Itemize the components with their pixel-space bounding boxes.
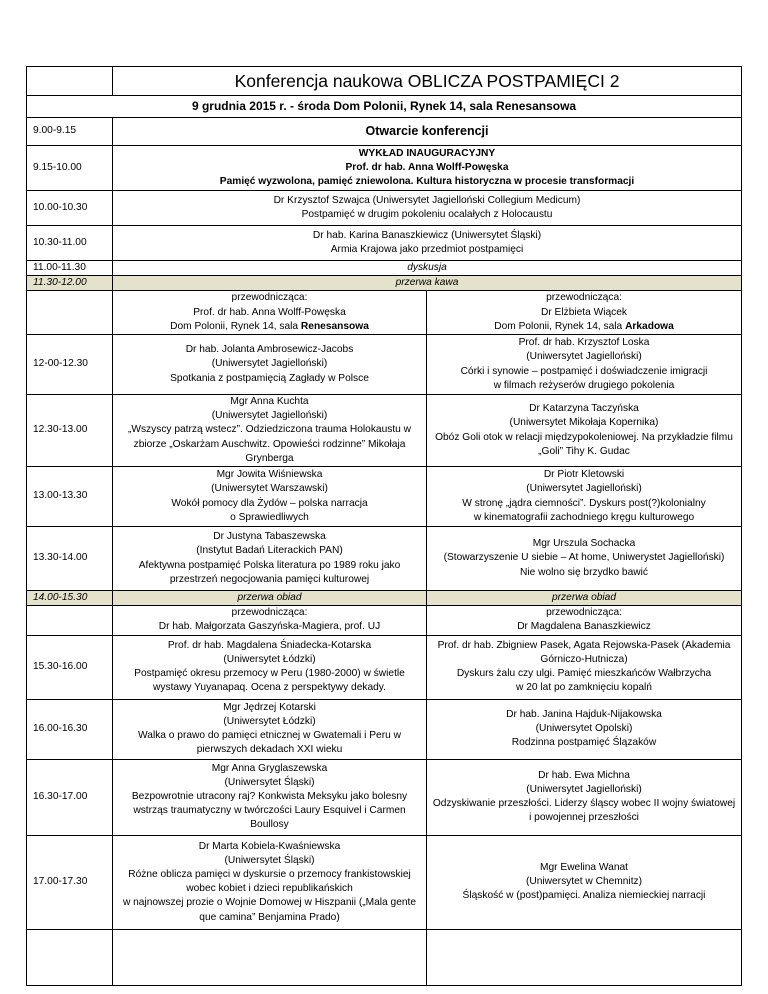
talk-line: Dr Krzysztof Szwajca (Uniwersytet Jagielloński Collegium Medicum) [273, 194, 581, 206]
time-cell: 13.30-14.00 [27, 527, 113, 591]
chair-right [427, 606, 742, 635]
talk-line: Mgr Jędrzej Kotarski [223, 701, 316, 713]
time-cell: 11.00-11.30 [27, 261, 113, 276]
plenary-talk [113, 191, 742, 226]
talk-line: Prof. dr hab. Magdalena Śniadecka-Kotarska [167, 639, 372, 651]
talk-line: w najnowszej prozie o Wojnie Domowej w Hiszpanii („Mala gente [122, 897, 417, 909]
talk-line: W stronę „jądra ciemności”. Dyskurs post(?)kolonialny [462, 497, 706, 509]
chair-room-prefix: Dom Polonii, Rynek 14, sala [494, 320, 626, 332]
chair-label: przewodnicząca: [546, 292, 622, 304]
session-right [427, 395, 742, 467]
time-cell: 12-00-12.30 [27, 335, 113, 395]
session-row [27, 699, 742, 759]
talk-line: (Uniwersytet Opolski) [535, 723, 633, 735]
time-cell: 12.30-13.00 [27, 395, 113, 467]
talk-line: Dr Katarzyna Taczyńska [529, 403, 639, 415]
talk-line: (Uniwersytet Śląski) [224, 854, 315, 866]
empty-cell [27, 929, 113, 985]
session-left [113, 759, 427, 835]
talk-line: Afektywna postpamięć Polska literatura po 1989 roku jako [138, 559, 401, 571]
talk-line: Mgr Anna Gryglaszewska [211, 762, 328, 774]
talk-line: i powojennej przeszłości [529, 812, 639, 824]
session-right [427, 335, 742, 395]
time-cell: 11.30-12.00 [27, 276, 113, 291]
talk-line: „Goli” Tihy K. Gudac [538, 445, 630, 457]
talk-line: Dr hab. Karina Banaszkiewicz (Uniwersytet Śląski) [312, 229, 542, 241]
talk-line: Bezpowrotnie utracony raj? Konkwista Meksyku jako bolesny [131, 791, 408, 803]
talk-line: (Uniwersytet Jagielloński) [526, 783, 642, 795]
session-right [427, 527, 742, 591]
talk-line: wystawy Yuyanapaq. Ocena z perspektywy dekady. [153, 682, 386, 694]
chair-left [113, 291, 427, 335]
session-left [113, 395, 427, 467]
chair-room-name: Arkadowa [625, 320, 674, 332]
talk-line: w 20 lat po zamknięciu kopalń [516, 682, 652, 694]
empty-cell [427, 929, 742, 985]
talk-line: (Uniwersytet Jagielloński) [211, 358, 328, 370]
talk-line: Spotkania z postpamięcią Zagłady w Polsce [170, 372, 369, 384]
chair-name: Prof. dr hab. Anna Wolff-Powęska [193, 306, 346, 318]
session-left [113, 635, 427, 699]
chair-room [429, 320, 739, 334]
chair-left [113, 606, 427, 635]
chairs-row [27, 291, 742, 335]
talk-line: przestrzeń negocjowania pamięci kulturowej [169, 573, 370, 585]
chairs-row [27, 606, 742, 635]
talk-line: (Uniwersytet Jagielloński) [526, 483, 642, 495]
time-cell: 17.00-17.30 [27, 835, 113, 929]
session-right [427, 699, 742, 759]
plenary-row [27, 191, 742, 226]
inaugural-line: WYKŁAD INAUGURACYJNY [358, 147, 496, 159]
session-left [113, 699, 427, 759]
plenary-talk [113, 226, 742, 261]
lunch-right: przerwa obiad [427, 591, 742, 606]
session-right [427, 467, 742, 527]
session-right [427, 635, 742, 699]
conference-title: Konferencja naukowa OBLICZA POSTPAMIĘCI 2 [113, 67, 742, 96]
talk-line: wobec kobiet i dzieci republikańskich [186, 883, 353, 895]
talk-line: Armia Krajowa jako przedmiot postpamięci [330, 244, 524, 255]
talk-line: Mgr Anna Kuchta [230, 396, 309, 408]
talk-line: Obóz Goli otok w relacji międzypokoleniowej. Na przykładzie filmu [435, 431, 733, 443]
talk-line: (Uniwersytet Śląski) [224, 776, 315, 788]
talk-line: Dr Marta Kobiela-Kwaśniewska [198, 840, 341, 852]
chair-label: przewodnicząca: [231, 607, 308, 619]
session-row [27, 335, 742, 395]
talk-line: Rodzinna postpamięć Ślązaków [511, 737, 657, 749]
talk-line: Dr hab. Jolanta Ambrosewicz-Jacobs [185, 344, 354, 356]
talk-line: Mgr Jowita Wiśniewska [216, 469, 323, 481]
lunch-row [27, 591, 742, 606]
time-cell: 14.00-15.30 [27, 591, 113, 606]
opening-row [27, 118, 742, 146]
chair-right [427, 291, 742, 335]
session-left [113, 835, 427, 929]
programme-table [26, 66, 742, 986]
session-row [27, 759, 742, 835]
chair-label: przewodnicząca: [546, 607, 622, 619]
lunch-left: przerwa obiad [113, 591, 427, 606]
chair-room-prefix: Dom Polonii, Rynek 14, sala [170, 320, 301, 332]
talk-line: Córki i synowie – postpamięć i doświadczenie imigracji [460, 365, 708, 377]
talk-line: (Instytut Badań Literackich PAN) [196, 545, 343, 557]
chair-label: przewodnicząca: [231, 292, 308, 304]
talk-line: Górniczo-Hutnicza) [540, 653, 628, 665]
time-cell: 16.30-17.00 [27, 759, 113, 835]
talk-line: Mgr Urszula Sochacka [532, 538, 636, 550]
talk-line: Dr Justyna Tabaszewska [213, 531, 326, 543]
time-cell-empty [27, 291, 113, 335]
session-row [27, 395, 742, 467]
session-row [27, 467, 742, 527]
talk-line: (Uniwersytet Łódzki) [223, 653, 316, 665]
talk-line: w kinematografii zachodniego kręgu kulturowego [473, 511, 695, 523]
talk-line: que camina” Benjamina Prado) [199, 911, 340, 923]
talk-line: wstrząs traumatyczny w twórczości Laury Esquivel i Carmen [133, 805, 406, 817]
talk-line: Różne oblicza pamięci w dyskursie o przemocy frankistowskiej [128, 868, 411, 880]
session-left [113, 467, 427, 527]
talk-line: o Sprawiedliwych [230, 511, 309, 523]
time-cell: 13.00-13.30 [27, 467, 113, 527]
talk-line: w filmach reżyserów drugiego pokolenia [493, 379, 675, 391]
time-cell: 9.00-9.15 [27, 118, 113, 146]
talk-line: Prof. dr hab. Zbigniew Pasek, Agata Rejowska-Pasek (Akademia [437, 639, 731, 651]
talk-line: Postpamięć w drugim pokoleniu ocalałych z Holocaustu [301, 209, 553, 220]
talk-line: zbiorze „Oskarżam Auschwitz. Opowieści rodzinne” Mikołaja [133, 438, 406, 450]
time-cell: 15.30-16.00 [27, 635, 113, 699]
title-row [27, 67, 742, 96]
session-row [27, 635, 742, 699]
chair-room-name: Renesansowa [300, 320, 369, 332]
talk-line: Mgr Ewelina Wanat [540, 861, 628, 873]
inaugural-row [27, 146, 742, 191]
session-left [113, 335, 427, 395]
talk-line: Dr hab. Janina Hajduk-Nijakowska [506, 708, 662, 720]
session-row [27, 527, 742, 591]
chair-name: Dr Magdalena Banaszkiewicz [517, 621, 651, 633]
chair-name: Dr hab. Małgorzata Gaszyńska-Magiera, prof. UJ [158, 621, 381, 633]
title-left-cell [27, 67, 113, 96]
coffee-row [27, 276, 742, 291]
time-cell-empty [27, 606, 113, 635]
talk-line: Dr Piotr Kletowski [543, 469, 625, 481]
session-right [427, 759, 742, 835]
chair-room [115, 320, 424, 334]
talk-line: (Uniwersytet w Chemnitz) [525, 876, 643, 888]
session-left [113, 527, 427, 591]
talk-line: Odzyskiwanie przeszłości. Liderzy śląscy wobec II wojny światowej [432, 798, 736, 810]
session-row [27, 835, 742, 929]
talk-line: Grynberga [245, 452, 294, 464]
talk-line: pierwszych dekadach XXI wieku [196, 744, 343, 756]
inaugural-line: Prof. dr hab. Anna Wolff-Powęska [345, 161, 509, 173]
talk-line: Nie wolno się brzydko bawić [520, 566, 648, 578]
talk-line: (Uniwersytet Warszawski) [211, 483, 328, 495]
talk-line: Walka o prawo do pamięci etnicznej w Gwatemali i Peru w [138, 730, 401, 742]
time-cell: 10.00-10.30 [27, 191, 113, 226]
talk-line: „Wszyscy patrzą wstecz”. Odziedziczona trauma Holokaustu w [127, 424, 412, 436]
time-cell: 16.00-16.30 [27, 699, 113, 759]
subtitle-row [27, 96, 742, 118]
talk-line: (Uniwersytet Łódzki) [223, 715, 316, 727]
talk-line: Wokół pomocy dla Żydów – polska narracja [171, 497, 368, 509]
talk-line: (Stowarzyszenie U siebie – At home, Uniwerystet Jagielloński) [443, 552, 725, 564]
talk-line: (Uniwersytet Jagielloński) [526, 351, 642, 363]
talk-line: (Uniwersytet Mikołaja Kopernika) [509, 417, 659, 429]
conference-date-venue: 9 grudnia 2015 r. - środa Dom Polonii, Rynek 14, sala Renesansowa [27, 96, 742, 118]
time-cell: 10.30-11.00 [27, 226, 113, 261]
coffee-label: przerwa kawa [113, 276, 742, 291]
time-cell: 9.15-10.00 [27, 146, 113, 191]
chair-name: Dr Elżbieta Wiącek [540, 306, 628, 318]
inaugural-lecture [113, 146, 742, 191]
talk-line: Dyskurs żalu czy ulgi. Pamięć mieszkańców Wałbrzycha [456, 668, 712, 680]
talk-line: Boullosy [250, 819, 289, 831]
discussion-label: dyskusja [113, 261, 742, 276]
discussion-row [27, 261, 742, 276]
session-right [427, 835, 742, 929]
empty-row [27, 929, 742, 985]
talk-line: Postpamięć okresu przemocy w Peru (1980-2000) w świetle [134, 668, 405, 680]
talk-line: Śląskość w (post)pamięci. Analiza niemieckiej narracji [462, 890, 706, 902]
talk-line: Dr hab. Ewa Michna [538, 769, 630, 781]
talk-line: Prof. dr hab. Krzysztof Loska [518, 337, 650, 349]
inaugural-line: Pamięć wyzwolona, pamięć zniewolona. Kultura historyczna w procesie transformacji [219, 176, 635, 188]
opening-label: Otwarcie konferencji [113, 118, 742, 146]
talk-line: (Uniwersytet Jagielloński) [211, 410, 328, 422]
plenary-row [27, 226, 742, 261]
empty-cell [113, 929, 427, 985]
